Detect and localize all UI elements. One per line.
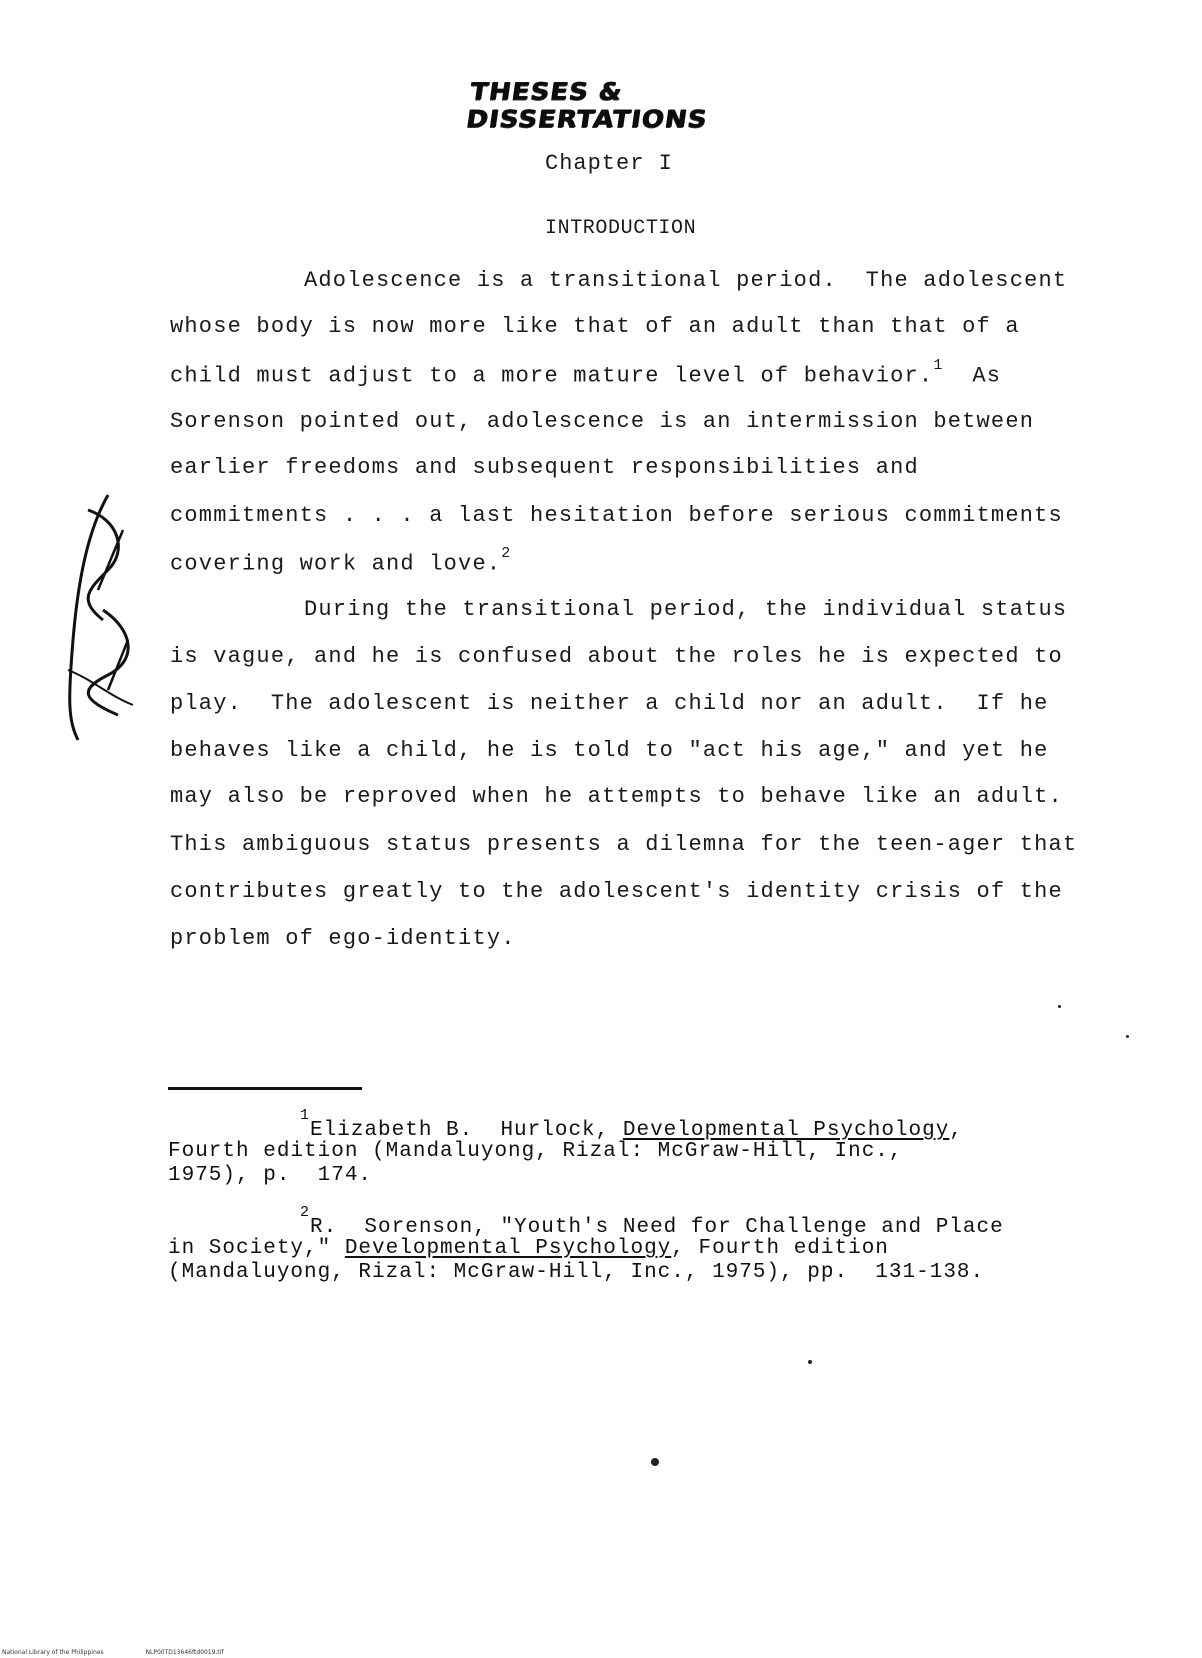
footnote-1-line: 1975), p. 174.: [168, 1164, 373, 1187]
body-line: contributes greatly to the adolescent's identity crisis of the: [170, 879, 1063, 904]
body-line: [170, 545, 512, 577]
scan-speck: [1126, 1035, 1129, 1038]
footnote-book-title: Developmental Psychology: [622, 1119, 950, 1142]
body-line: During the transitional period, the individual status: [304, 597, 1068, 622]
footnote-text: ,: [949, 1119, 963, 1142]
body-line: is vague, and he is confused about the roles he is expected to: [170, 644, 1063, 669]
section-title: INTRODUCTION: [545, 217, 697, 240]
body-text: covering work and love.: [170, 551, 502, 577]
footnote-1-line: [300, 1107, 963, 1142]
body-line: play. The adolescent is neither a child nor an adult. If he: [170, 691, 1049, 716]
footnote-marker: 2: [300, 1204, 311, 1221]
scan-speck: [651, 1458, 659, 1466]
body-line: problem of ego-identity.: [170, 926, 516, 951]
footnote-book-title: Developmental Psychology: [344, 1237, 672, 1260]
scan-speck: [1058, 1005, 1061, 1008]
footnote-text: , Fourth edition: [671, 1237, 889, 1260]
scan-speck: [808, 1360, 812, 1364]
body-line: This ambiguous status presents a dilemna for the teen-ager that: [170, 832, 1078, 857]
footnote-1-line: Fourth edition (Mandaluyong, Rizal: McGraw-Hill, Inc.,: [168, 1140, 903, 1163]
footnote-text: R. Sorenson, "Youth's Need for Challenge and Place: [310, 1216, 1004, 1239]
body-line: may also be reproved when he attempts to behave like an adult.: [170, 784, 1063, 809]
body-line: behaves like a child, he is told to "act his age," and yet he: [170, 738, 1049, 763]
footnote-rule: [168, 1087, 362, 1090]
chapter-heading: Chapter I: [545, 151, 673, 176]
scan-footer: [2, 1649, 263, 1656]
body-line: Sorenson pointed out, adolescence is an intermission between: [170, 409, 1035, 434]
footnote-2-line: [300, 1204, 1004, 1239]
body-text: As: [943, 363, 1002, 389]
footnote-text: in Society,": [168, 1237, 345, 1260]
footnote-2-line: [168, 1237, 889, 1260]
body-line: earlier freedoms and subsequent responsibilities and: [170, 455, 919, 480]
footer-library: National Library of the Philippines: [2, 1649, 104, 1656]
body-line: commitments . . . a last hesitation before serious commitments: [170, 503, 1063, 528]
footnote-ref-2: 2: [501, 545, 512, 562]
footnote-text: Elizabeth B. Hurlock,: [310, 1119, 623, 1142]
footer-filename: NLP00TD13646ftd0019.tif: [145, 1649, 224, 1656]
handwritten-accession-mark: [48, 490, 158, 750]
body-line: whose body is now more like that of an adult than that of a: [170, 314, 1020, 339]
body-line: [170, 357, 1002, 389]
theses-dissertations-stamp: THESES & DISSERTATIONS: [464, 78, 709, 134]
body-text: child must adjust to a more mature level of behavior.: [170, 363, 934, 389]
footnote-ref-1: 1: [933, 357, 944, 374]
footnote-marker: 1: [300, 1107, 311, 1124]
body-line: Adolescence is a transitional period. The adolescent: [304, 268, 1068, 293]
footnote-2-line: (Mandaluyong, Rizal: McGraw-Hill, Inc., 1975), pp. 131-138.: [168, 1261, 985, 1284]
